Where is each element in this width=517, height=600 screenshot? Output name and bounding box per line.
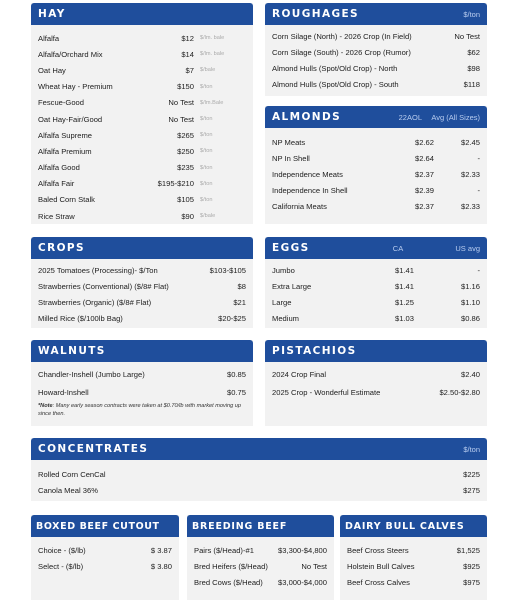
row-label: Rice Straw	[38, 211, 75, 221]
row-price: $3,300-$4,800	[278, 545, 327, 555]
row-price: $975	[463, 577, 480, 587]
row-unit: $/ton	[200, 83, 213, 90]
row-price: $250	[177, 146, 194, 156]
row-label: Oat Hay	[38, 65, 66, 75]
row-price: $2.50-$2.80	[439, 387, 480, 397]
walnuts-title: WALNUTS	[38, 345, 106, 357]
row-label: Jumbo	[272, 265, 295, 275]
almonds-panel	[265, 106, 487, 224]
breeding-beef-panel	[187, 515, 334, 600]
row-value-us: $0.86	[460, 314, 480, 324]
row-price: $265	[177, 130, 194, 140]
row-price: $0.75	[226, 387, 246, 397]
row-unit: $/ton	[200, 148, 213, 155]
table-row	[347, 542, 480, 558]
concentrates-unit: $/ton	[463, 444, 480, 454]
table-row	[38, 30, 246, 46]
row-value-us: $1.16	[460, 281, 480, 291]
row-unit: $/ton	[200, 116, 213, 123]
table-row	[272, 150, 480, 166]
hay-header	[31, 3, 253, 25]
table-row	[38, 111, 246, 127]
row-label: 2024 Crop Final	[272, 369, 327, 379]
row-label: Alfalfa/Orchard Mix	[38, 49, 103, 59]
concentrates-title: CONCENTRATES	[38, 443, 149, 455]
row-price: $103-$105	[209, 265, 246, 275]
table-row	[272, 278, 480, 294]
pistachios-title: PISTACHIOS	[272, 345, 357, 357]
table-row	[272, 311, 480, 327]
row-unit: $/lm.Bale	[200, 99, 224, 106]
eggs-col1-header: CA	[392, 243, 404, 253]
row-price: No Test	[168, 98, 194, 108]
table-row	[38, 542, 172, 558]
row-label: 2025 Tomatoes (Processing)- $/Ton	[38, 265, 158, 275]
crops-title: CROPS	[38, 242, 85, 254]
row-label: Medium	[272, 314, 300, 324]
row-price: $14	[181, 49, 194, 59]
row-label: Extra Large	[272, 281, 312, 291]
row-value-us: $1.10	[460, 297, 480, 307]
table-row	[38, 384, 246, 400]
eggs-title: EGGS	[272, 242, 310, 254]
row-price: $235	[177, 163, 194, 173]
boxed-beef-header	[31, 515, 179, 537]
row-value-22aol: $2.39	[414, 186, 434, 196]
table-row	[194, 558, 327, 574]
row-value-avg: -	[477, 153, 480, 163]
row-label: California Meats	[272, 202, 327, 212]
row-value-avg: $2.33	[460, 169, 480, 179]
hay-title: HAY	[38, 8, 66, 20]
row-unit: $/ton	[200, 196, 213, 203]
table-row	[38, 46, 246, 62]
row-unit: $/ton	[200, 164, 213, 171]
row-value-us: -	[477, 265, 480, 275]
row-price: $150	[177, 82, 194, 92]
walnuts-header	[31, 340, 253, 362]
dairy-bull-title: DAIRY BULL CALVES	[345, 520, 465, 532]
row-price: No Test	[454, 31, 480, 41]
note-text: : Many early season contracts were taken at $0.70/lb with market moving up since then.	[38, 403, 242, 417]
row-value-ca: $1.41	[394, 281, 414, 291]
table-row	[38, 143, 246, 159]
boxed-beef-title: BOXED BEEF CUTOUT	[36, 520, 160, 532]
table-row	[194, 574, 327, 590]
row-value-22aol: $2.62	[414, 137, 434, 147]
row-price: $925	[463, 561, 480, 571]
table-row	[272, 262, 480, 278]
roughages-title: ROUGHAGES	[272, 8, 360, 20]
row-unit: $/bale	[200, 67, 216, 74]
row-price: $98	[467, 63, 480, 73]
almonds-title: ALMONDS	[272, 111, 342, 123]
row-price: $20-$25	[218, 314, 246, 324]
almonds-col1-header: 22AOL	[398, 112, 422, 122]
table-row	[272, 366, 480, 382]
roughages-unit: $/ton	[463, 9, 480, 19]
row-value-avg: -	[477, 186, 480, 196]
pistachios-panel	[265, 340, 487, 426]
almonds-header	[265, 106, 487, 128]
row-label: Wheat Hay - Premium	[38, 82, 113, 92]
table-row	[38, 466, 480, 482]
row-label: Howard-Inshell	[38, 387, 89, 397]
row-label: Beef Cross Steers	[347, 545, 409, 555]
table-row	[272, 166, 480, 182]
table-row	[272, 294, 480, 310]
table-row	[272, 44, 480, 60]
row-value-22aol: $2.64	[414, 153, 434, 163]
row-label: Strawberries (Organic) ($/8# Flat)	[38, 297, 152, 307]
row-value-avg: $2.45	[460, 137, 480, 147]
row-label: Almond Hulls (Spot/Old Crop) - South	[272, 80, 399, 90]
table-row	[272, 77, 480, 93]
table-row	[38, 262, 246, 278]
table-row	[272, 384, 480, 400]
eggs-col2-header: US avg	[455, 243, 480, 253]
dairy-bull-header	[340, 515, 487, 537]
row-label: Pairs ($/Head)-#1	[194, 545, 254, 555]
breeding-beef-header	[187, 515, 334, 537]
boxed-beef-panel	[31, 515, 179, 600]
row-price: $0.85	[226, 369, 246, 379]
row-price: $62	[467, 47, 480, 57]
crops-header	[31, 237, 253, 259]
breeding-beef-title: BREEDING BEEF	[192, 520, 288, 532]
row-label: NP In Shell	[272, 153, 310, 163]
walnuts-note	[31, 400, 253, 418]
hay-panel	[31, 3, 253, 224]
row-price: No Test	[168, 114, 194, 124]
row-price: $105	[177, 195, 194, 205]
row-price: No Test	[301, 561, 327, 571]
table-row	[347, 558, 480, 574]
row-price: $7	[185, 65, 194, 75]
table-row	[38, 311, 246, 327]
row-price: $21	[233, 297, 246, 307]
table-row	[272, 28, 480, 44]
row-label: Choice - ($/lb)	[38, 545, 86, 555]
table-row	[38, 294, 246, 310]
row-unit: $/ton	[200, 132, 213, 139]
dairy-bull-panel	[340, 515, 487, 600]
crops-panel	[31, 237, 253, 328]
table-row	[272, 183, 480, 199]
table-row	[38, 127, 246, 143]
row-label: Select - ($/lb)	[38, 561, 84, 571]
row-label: Independence In Shell	[272, 186, 348, 196]
table-row	[38, 176, 246, 192]
row-price: $12	[181, 33, 194, 43]
row-label: Almond Hulls (Spot/Old Crop) - North	[272, 63, 398, 73]
row-value-ca: $1.41	[394, 265, 414, 275]
row-value-22aol: $2.37	[414, 202, 434, 212]
row-value-ca: $1.03	[394, 314, 414, 324]
row-unit: $/bale	[200, 213, 216, 220]
row-label: Alfalfa Good	[38, 163, 80, 173]
table-row	[38, 278, 246, 294]
row-price: $195-$210	[157, 179, 194, 189]
table-row	[38, 160, 246, 176]
roughages-header	[265, 3, 487, 25]
table-row	[272, 199, 480, 215]
row-unit: $/lm. bale	[200, 35, 225, 42]
table-row	[38, 366, 246, 382]
row-price: $ 3.80	[150, 561, 172, 571]
concentrates-header	[31, 438, 487, 460]
row-label: 2025 Crop - Wonderful Estimate	[272, 387, 381, 397]
table-row	[38, 95, 246, 111]
table-row	[347, 574, 480, 590]
row-price: $ 3.87	[150, 545, 172, 555]
row-unit: $/ton	[200, 180, 213, 187]
row-label: NP Meats	[272, 137, 306, 147]
concentrates-panel	[31, 438, 487, 501]
eggs-header	[265, 237, 487, 259]
row-label: Beef Cross Calves	[347, 577, 410, 587]
roughages-panel	[265, 3, 487, 96]
table-row	[38, 62, 246, 78]
row-price: $3,000-$4,000	[278, 577, 327, 587]
row-label: Holstein Bull Calves	[347, 561, 415, 571]
row-label: Alfalfa	[38, 33, 60, 43]
table-row	[272, 60, 480, 76]
row-label: Oat Hay-Fair/Good	[38, 114, 103, 124]
table-row	[38, 482, 480, 498]
table-row	[38, 192, 246, 208]
row-label: Corn Silage (South) - 2026 Crop (Rumor)	[272, 47, 411, 57]
row-value-22aol: $2.37	[414, 169, 434, 179]
row-label: Bred Cows ($/Head)	[194, 577, 263, 587]
row-price: $8	[237, 281, 246, 291]
eggs-panel	[265, 237, 487, 328]
note-label: *Note	[38, 403, 53, 410]
pistachios-header	[265, 340, 487, 362]
row-label: Large	[272, 297, 292, 307]
almonds-col2-header: Avg (All Sizes)	[431, 112, 480, 122]
row-price: $1,525	[456, 545, 480, 555]
row-label: Chandler-Inshell (Jumbo Large)	[38, 369, 145, 379]
row-label: Independence Meats	[272, 169, 343, 179]
row-label: Corn Silage (North) - 2026 Crop (In Field)	[272, 31, 412, 41]
row-label: Milled Rice ($/100lb Bag)	[38, 314, 123, 324]
row-price: $225	[463, 469, 480, 479]
table-row	[272, 134, 480, 150]
row-value-avg: $2.33	[460, 202, 480, 212]
row-label: Alfalfa Premium	[38, 146, 92, 156]
row-value-ca: $1.25	[394, 297, 414, 307]
row-label: Fescue-Good	[38, 98, 85, 108]
row-price: $2.40	[460, 369, 480, 379]
row-label: Baled Corn Stalk	[38, 195, 95, 205]
row-price: $90	[181, 211, 194, 221]
table-row	[38, 79, 246, 95]
row-label: Canola Meal 36%	[38, 485, 98, 495]
table-row	[194, 542, 327, 558]
table-row	[38, 558, 172, 574]
row-label: Alfalfa Fair	[38, 179, 75, 189]
table-row	[38, 208, 246, 224]
row-label: Alfalfa Supreme	[38, 130, 93, 140]
row-label: Bred Heifers ($/Head)	[194, 561, 268, 571]
row-unit: $/lm. bale	[200, 51, 225, 58]
row-price: $275	[463, 485, 480, 495]
row-label: Rolled Corn CenCal	[38, 469, 106, 479]
walnuts-panel	[31, 340, 253, 426]
row-label: Strawberries (Conventional) ($/8# Flat)	[38, 281, 169, 291]
row-price: $118	[463, 80, 480, 90]
